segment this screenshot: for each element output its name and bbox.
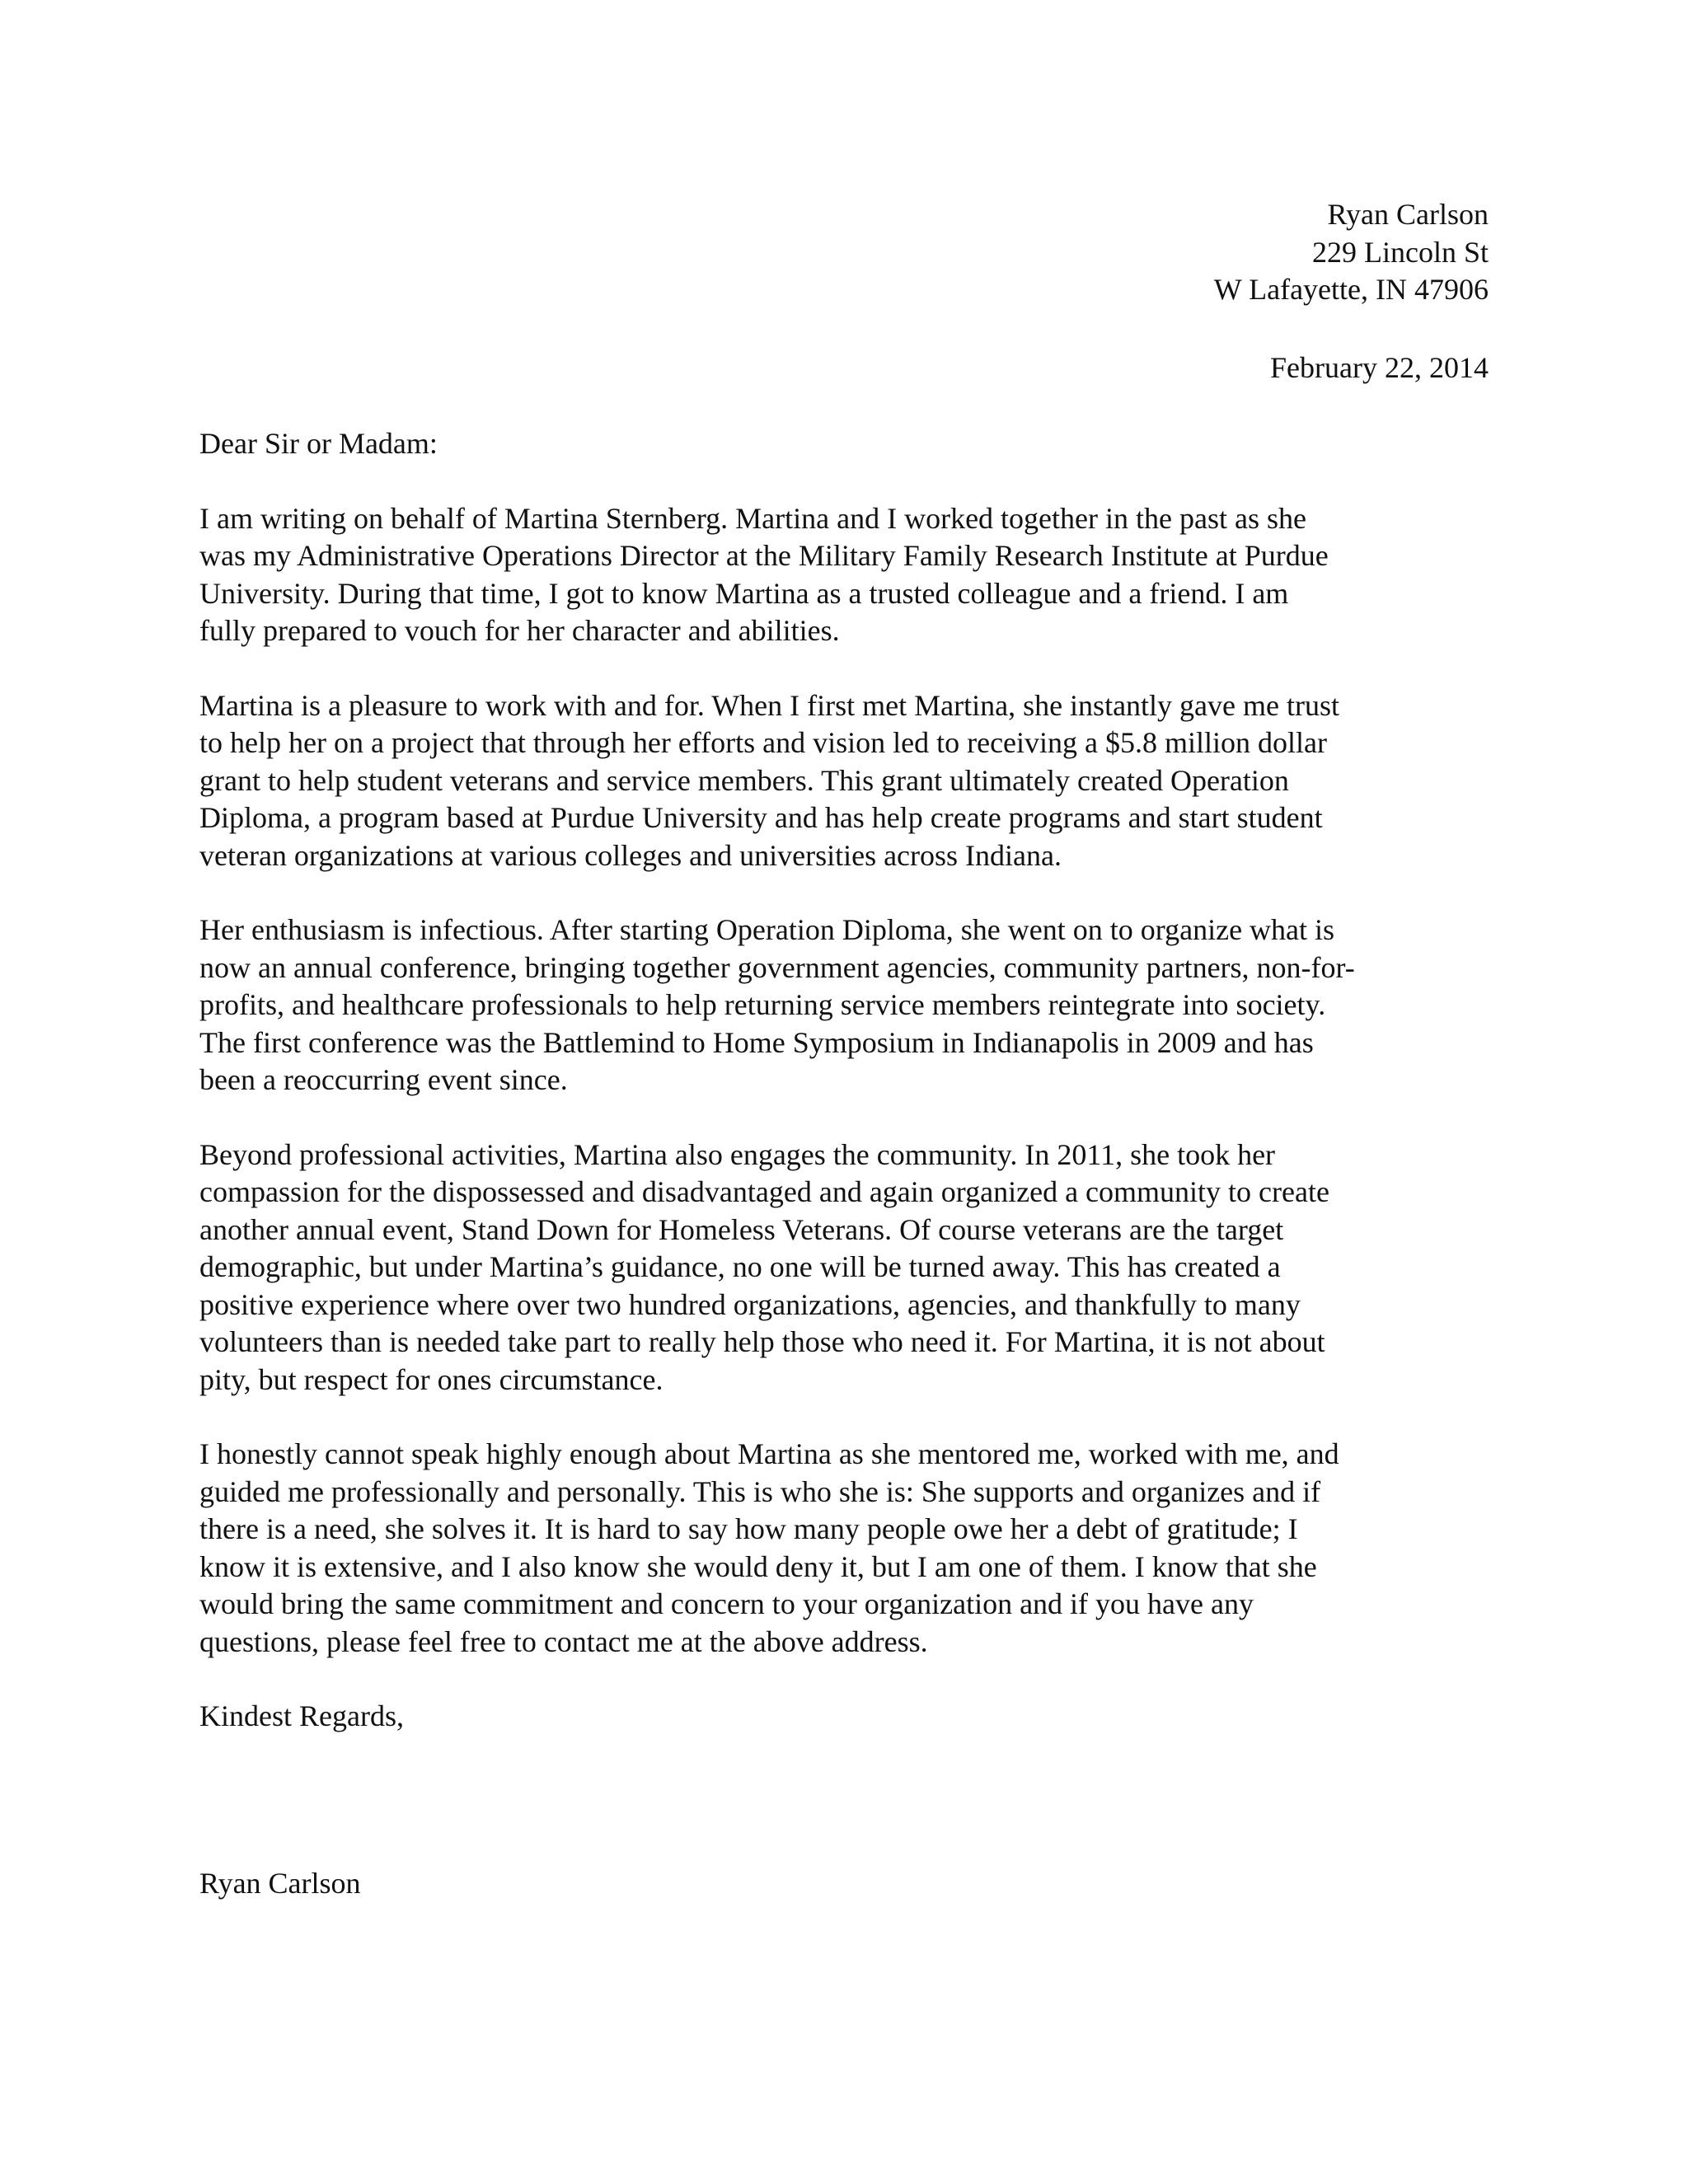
paragraph-line: was my Administrative Operations Director at the Military Family Research Institute at Purdue [199,539,1329,572]
paragraph-line: grant to help student veterans and service members. This grant ultimately created Operation [199,763,1289,797]
paragraph-5 [199,1436,1510,1661]
paragraph-line: I am writing on behalf of Martina Sternberg. Martina and I worked together in the past as she [199,501,1306,535]
paragraph-line: to help her on a project that through her efforts and vision led to receiving a $5.8 million dollar [199,726,1327,759]
paragraph-line: would bring the same commitment and concern to your organization and if you have any [199,1587,1254,1620]
paragraph-line: Diploma, a program based at Purdue University and has help create programs and start student [199,801,1323,834]
paragraph-line: profits, and healthcare professionals to help returning service members reintegrate into society. [199,988,1326,1021]
sender-city-state-zip: W Lafayette, IN 47906 [1213,273,1489,306]
paragraph-line: I honestly cannot speak highly enough about Martina as she mentored me, worked with me, and [199,1437,1339,1470]
paragraph-line: Her enthusiasm is infectious. After starting Operation Diploma, she went on to organize what is [199,913,1335,946]
paragraph-line: University. During that time, I got to know Martina as a trusted colleague and a friend. I am [199,576,1289,610]
paragraph-line: now an annual conference, bringing together government agencies, community partners, non-for- [199,950,1355,984]
paragraph-4 [199,1137,1510,1399]
closing: Kindest Regards, [199,1699,404,1732]
paragraph-line: demographic, but under Martina’s guidance, no one will be turned away. This has created a [199,1250,1281,1283]
paragraph-1 [199,500,1510,650]
letter-body [199,425,1510,1736]
signature-name: Ryan Carlson [199,1867,361,1900]
salutation: Dear Sir or Madam: [199,427,438,460]
paragraph-line: fully prepared to vouch for her character and abilities. [199,614,840,647]
paragraph-line: veteran organizations at various colleges and universities across Indiana. [199,838,1062,872]
sender-street: 229 Lincoln St [1312,235,1489,269]
paragraph-line: there is a need, she solves it. It is hard to say how many people owe her a debt of gratitude; I [199,1512,1298,1545]
paragraph-line: Beyond professional activities, Martina also engages the community. In 2011, she took her [199,1137,1276,1171]
paragraph-3 [199,912,1510,1099]
paragraph-line: compassion for the dispossessed and disadvantaged and again organized a community to create [199,1175,1329,1208]
paragraph-line: know it is extensive, and I also know she would deny it, but I am one of them. I know that she [199,1549,1317,1583]
sender-name: Ryan Carlson [1327,198,1489,231]
paragraph-2 [199,687,1510,875]
sender-address-block [1214,196,1489,309]
letter-date: February 22, 2014 [1270,351,1489,384]
paragraph-line: questions, please feel free to contact me at the above address. [199,1624,928,1658]
paragraph-line: another annual event, Stand Down for Homeless Veterans. Of course veterans are the target [199,1212,1284,1246]
paragraph-line: been a reoccurring event since. [199,1063,568,1096]
paragraph-line: positive experience where over two hundred organizations, agencies, and thankfully to many [199,1287,1301,1321]
paragraph-line: volunteers than is needed take part to really help those who need it. For Martina, it is not about [199,1325,1325,1358]
paragraph-line: Martina is a pleasure to work with and for. When I first met Martina, she instantly gave me trust [199,688,1339,722]
paragraph-line: pity, but respect for ones circumstance. [199,1362,663,1396]
paragraph-line: guided me professionally and personally. This is who she is: She supports and organizes and if [199,1474,1321,1508]
paragraph-line: The first conference was the Battlemind to Home Symposium in Indianapolis in 2009 and has [199,1025,1314,1059]
